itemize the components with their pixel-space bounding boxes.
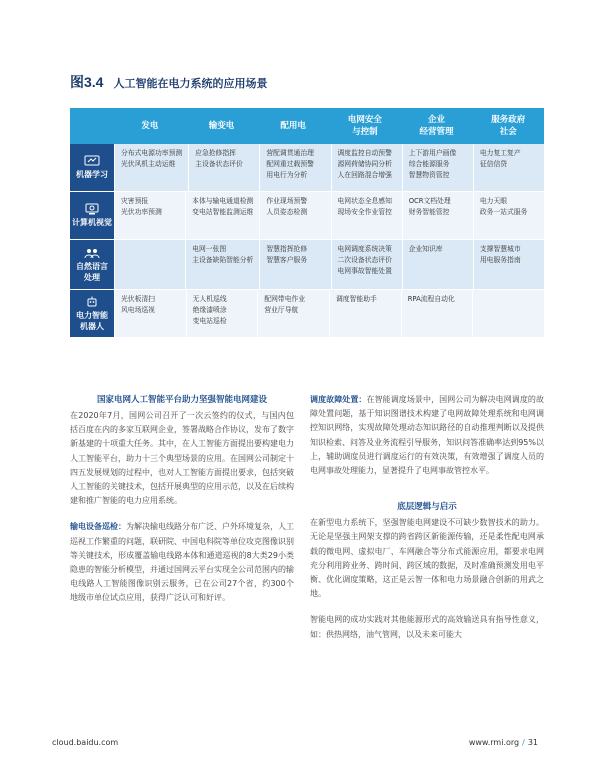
- paragraph: [70, 520, 294, 605]
- right-column: [310, 393, 544, 642]
- cell-item: 电网调度系统决策: [337, 245, 392, 253]
- section-title: 底层逻辑与启示: [397, 502, 457, 513]
- paragraph: 在新型电力系统下，坚强智能电网建设不可缺少数智技术的助力。无论是坚强主网架支撑的跨省跨区新能源传输，还是柔性配电网承载的微电网、虚拟电厂、车网融合等分布式能源应用，都要求电网充分利用跨业务、跨时间、跨区域的数据，及时准确预测发用电平衡、优化调度策略，这正是云智一体和电力场景融合创新的用武之地。: [310, 518, 544, 599]
- cell-item: 政务一站式服务: [479, 208, 528, 216]
- matrix-row: [70, 144, 544, 192]
- cell-item: 变电站智能监测运维: [192, 208, 254, 216]
- cell-item: 作业现场预警: [266, 197, 308, 205]
- row-label: 电力智能 机器人: [70, 290, 114, 338]
- matrix-cell: [331, 240, 402, 290]
- machine-learning-icon: [84, 155, 100, 167]
- matrix-cell: [259, 144, 330, 192]
- ai-application-matrix: [70, 108, 544, 338]
- matrix-cell: [185, 240, 259, 290]
- matrix-cell: [114, 240, 185, 290]
- cell-item: 本体与输电通道检测: [192, 197, 254, 205]
- matrix-row: [70, 240, 544, 290]
- matrix-cell: [402, 192, 473, 240]
- cell-item: 分布式电源功率预测: [121, 149, 183, 157]
- cell-item: 征信信贷: [479, 160, 508, 168]
- cell-item: 智慧指挥抢修: [266, 245, 308, 253]
- matrix-cell: [114, 290, 186, 338]
- robot-icon: [84, 296, 100, 308]
- cell-item: 绝缘漆喷涂: [192, 306, 227, 314]
- cell-item: 二次设备状态评价: [337, 256, 392, 264]
- cell-item: 源网荷储协同分析: [337, 160, 392, 168]
- cell-item: 用电行为分析: [266, 171, 308, 179]
- cell-item: 变电站巡检: [192, 317, 227, 325]
- matrix-cell: [473, 192, 544, 240]
- cell-item: 灾害预报: [121, 197, 149, 205]
- cell-item: 调度监控自动预警: [337, 149, 392, 157]
- cell-item: 风电场巡视: [121, 306, 155, 314]
- cell-item: 电力天眼: [479, 197, 508, 205]
- matrix-cell: [185, 192, 259, 240]
- cell-item: 电力复工复产: [479, 149, 521, 157]
- natural-language-icon: [84, 247, 100, 259]
- cell-item: 用电服务指南: [479, 256, 521, 264]
- matrix-cell: [331, 144, 402, 192]
- paragraph-lead: 调度故障处置：: [310, 395, 367, 404]
- cell-item: 配网带电作业: [264, 295, 306, 303]
- figure-number: 图3.4: [70, 74, 104, 90]
- footer-site-link[interactable]: www.rmi.org: [468, 738, 520, 747]
- section-title: 国家电网人工智能平台助力坚强智能电网建设: [96, 395, 267, 405]
- cell-item: 配网重过载预警: [266, 160, 314, 168]
- cell-item: 光伏板清扫: [121, 295, 155, 303]
- cell-item: 调度智能助手: [336, 295, 377, 303]
- row-label: 机器学习: [70, 144, 114, 192]
- matrix-cell: [259, 192, 330, 240]
- cell-item: 智慧物资管控: [408, 171, 450, 179]
- column-header: 输变电: [208, 121, 235, 131]
- matrix-cell: [331, 192, 402, 240]
- column-header: 发电: [141, 121, 159, 131]
- cell-item: RPA流程自动化: [407, 295, 455, 303]
- column-header: 企业 经营管理: [419, 115, 454, 137]
- cell-item: 企业知识库: [408, 245, 443, 253]
- matrix-cell: [188, 144, 259, 192]
- cell-item: 人员姿态检测: [266, 208, 308, 216]
- matrix-row: [70, 290, 544, 338]
- paragraph: 在2020年7月，国网公司召开了一次云签约的仪式，与国内包括百度在内的多家互联网企业，签署战略合作协议，发布了数字新基建的十项重大任务。其中，在人工智能方面提出要构建电力人工智能平台，助力十三个典型场景的应用。在国网公司制定十四五发展规划的过程中，也对人工智能方面提出要求，包括突破人工智能的关键技术，包括开展典型的应用示范，以及在后续构建和推广智能的电力应用系统。: [70, 411, 294, 506]
- cell-item: 电网一张图: [192, 245, 227, 253]
- paragraph-body: 在智能调度场景中，国网公司为解决电网调度的故障处置问题，基于知识图谱技术构建了电网故障处理系统和电网调控知识网络，实现故障处理动态知识路径的自动推理判断以及提供知识检索、问答及业务流程引导服务，知识问答准确率达到95%以上，辅助调度员进行调度运行的有效决策，有效增强了调度人员的电网事故处理能力，显著提升了电网事故管控水平。: [310, 395, 544, 476]
- cell-item: 无人机巡线: [192, 295, 227, 303]
- cell-item: 人在回路混合增强: [337, 171, 392, 179]
- computer-vision-icon: [84, 203, 100, 215]
- cell-item: 主设备状态评价: [195, 160, 243, 168]
- matrix-cell: [402, 144, 473, 192]
- matrix-cell: [473, 144, 544, 192]
- cell-item: 综合能源服务: [408, 160, 450, 168]
- matrix-row: [70, 192, 544, 240]
- column-header: 电网安全 与控制: [347, 115, 382, 137]
- cell-item: 财务智能管控: [408, 208, 450, 216]
- footer-separator: /: [522, 738, 525, 747]
- matrix-cell: [402, 240, 473, 290]
- row-label: 自然语言 处理: [70, 240, 114, 290]
- matrix-cell: [114, 192, 185, 240]
- paragraph: [310, 393, 544, 478]
- figure-caption: 人工智能在电力系统的应用场景: [113, 77, 268, 90]
- paragraph-body: 为解决输电线路分布广泛、户外环境复杂，人工巡视工作繁重的问题，联研院、中国电科院等单位攻克图像识别等关键技术，形成覆盖输电线路本体和通道巡视的8大类29小类隐患的智能分析模型，并通过国网云平台实现全公司范围内的输电线路人工智能图像识别云服务，已在公司27个省，约300个地级市单位试点应用，获得广泛认可和好评。: [70, 522, 294, 603]
- matrix-cell: [329, 290, 401, 338]
- page-number: 31: [527, 738, 538, 747]
- matrix-cell: [114, 144, 188, 192]
- column-header: 配用电: [280, 121, 306, 131]
- matrix-cell: [401, 290, 473, 338]
- matrix-corner: [70, 108, 114, 144]
- footer-site-link[interactable]: cloud.baidu.com: [52, 738, 119, 747]
- cell-item: 应急抢修指挥: [195, 149, 236, 157]
- paragraph-lead: 输电设备巡检：: [70, 522, 126, 532]
- cell-item: 电网事故智能处置: [337, 267, 392, 275]
- cell-item: 电网状态全息感知: [337, 197, 392, 205]
- footer-right: [469, 738, 538, 747]
- cell-item: 上下游用户画像: [408, 149, 457, 157]
- matrix-cell: [257, 290, 329, 338]
- cell-item: 光伏风机主动运维: [121, 160, 176, 168]
- cell-item: 营配调贯通治理: [266, 149, 314, 157]
- matrix-cell: [259, 240, 330, 290]
- matrix-cell: [186, 290, 258, 338]
- left-column: [70, 393, 294, 606]
- matrix-cell: [472, 290, 544, 338]
- cell-item: 光伏功率预测: [121, 208, 162, 216]
- figure-title: [70, 72, 267, 92]
- cell-item: OCR文档处理: [408, 197, 451, 205]
- cell-item: 营业厅导航: [264, 306, 299, 314]
- matrix-cell: [473, 240, 544, 290]
- cell-item: 智慧客户服务: [266, 256, 308, 264]
- row-label: 计算机视觉: [70, 192, 114, 240]
- paragraph: 智能电网的成功实践对其他能源形式的高效输送具有指导性意义，如：供热网络，油气管网，以及未来可能大: [310, 615, 544, 639]
- matrix-header-row: [70, 108, 544, 144]
- column-header: 服务政府 社会: [491, 115, 526, 137]
- cell-item: 现场安全作业管控: [337, 208, 392, 216]
- cell-item: 支撑智慧城市: [479, 245, 521, 253]
- cell-item: 主设备缺陷智能分析: [192, 256, 254, 264]
